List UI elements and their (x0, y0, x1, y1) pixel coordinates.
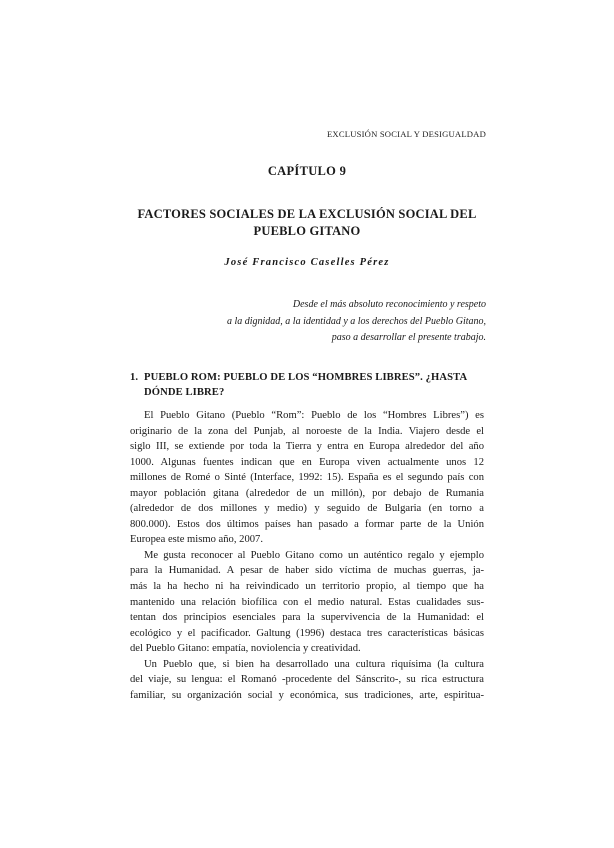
running-header: EXCLUSIÓN SOCIAL Y DESIGUALDAD (326, 129, 486, 139)
body-text (130, 408, 484, 703)
chapter-title-line: PUEBLO GITANO (253, 224, 361, 238)
text-line: del viaje, su lengua: el Romanó -procedente del Sánscrito-, su rica estructura (130, 674, 484, 686)
text-line: 1000. Algunas fuentes indican que en Europa viven actualmente unos 12 (130, 456, 484, 468)
chapter-label: CAPÍTULO 9 (267, 164, 347, 178)
text-line: siglo III, se extiende por toda la Tierra y entra en Europa alrededor del año (130, 441, 484, 453)
dedication-line: a la dignidad, a la identidad y a los derechos del Pueblo Gitano, (226, 315, 486, 327)
paragraph (130, 657, 484, 704)
dedication-line: Desde el más absoluto reconocimiento y respeto (292, 299, 486, 310)
paragraph (130, 408, 484, 548)
section-heading (130, 370, 484, 400)
text-line: Un Pueblo que, si bien ha desarrollado una cultura riquísima (la cultura (144, 658, 484, 670)
text-line: ecológico y el pacificador. Galtung (1996) destaca tres características básicas (130, 627, 484, 639)
text-line: Me gusta reconocer al Pueblo Gitano como un auténtico regalo y ejemplo (144, 549, 484, 561)
text-line: El Pueblo Gitano (Pueblo “Rom”: Pueblo de los “Hombres Libres”) es (144, 410, 484, 421)
text-line: mayor población gitana (alrededor de un millón), por debajo de Rumania (130, 487, 484, 499)
text-line: mantenido una relación biofílica con el medio natural. Estas cualidades sus- (130, 596, 484, 608)
text-line: tentan dos principios esenciales para la supervivencia de la Humanidad: el (130, 612, 484, 624)
section-number: 1. (130, 372, 139, 383)
dedication (156, 297, 486, 347)
text-line: originario de la zona del Punjab, al noroeste de la India. Viajero desde el (130, 425, 484, 437)
text-line: más la ha hecho ni ha reivindicado un territorio propio, al tiempo que ha (130, 581, 484, 593)
section-heading-line: PUEBLO ROM: PUEBLO DE LOS “HOMBRES LIBRES”. ¿HASTA (144, 372, 468, 383)
text-line: para la Humanidad. A pesar de haber sido víctima de muchas guerras, ja- (130, 565, 484, 577)
text-line: millones de Romé o Sinté (Interface, 1992: 15). España es el segundo país con (130, 472, 484, 484)
text-line: (alrededor de dos millones y medio) y seguido de Bulgaria (en torno a (130, 503, 484, 515)
text-line: del Pueblo Gitano: empatía, noviolencia y creatividad. (130, 643, 361, 655)
chapter-title (130, 206, 484, 240)
text-line: Europea este mismo año, 2007. (130, 534, 263, 546)
author-name: José Francisco Caselles Pérez (224, 257, 390, 268)
paragraph (130, 548, 484, 657)
text-line: 800.000). Estos dos últimos países han pasado a formar parte de la Unión (130, 518, 484, 530)
dedication-line: paso a desarrollar el presente trabajo. (331, 332, 486, 343)
chapter-title-line: FACTORES SOCIALES DE LA EXCLUSIÓN SOCIAL DEL (137, 207, 477, 221)
section-heading-line: DÓNDE LIBRE? (144, 387, 225, 398)
text-line: familiar, su organización social y económica, sus tradiciones, arte, espiritua- (130, 689, 484, 701)
